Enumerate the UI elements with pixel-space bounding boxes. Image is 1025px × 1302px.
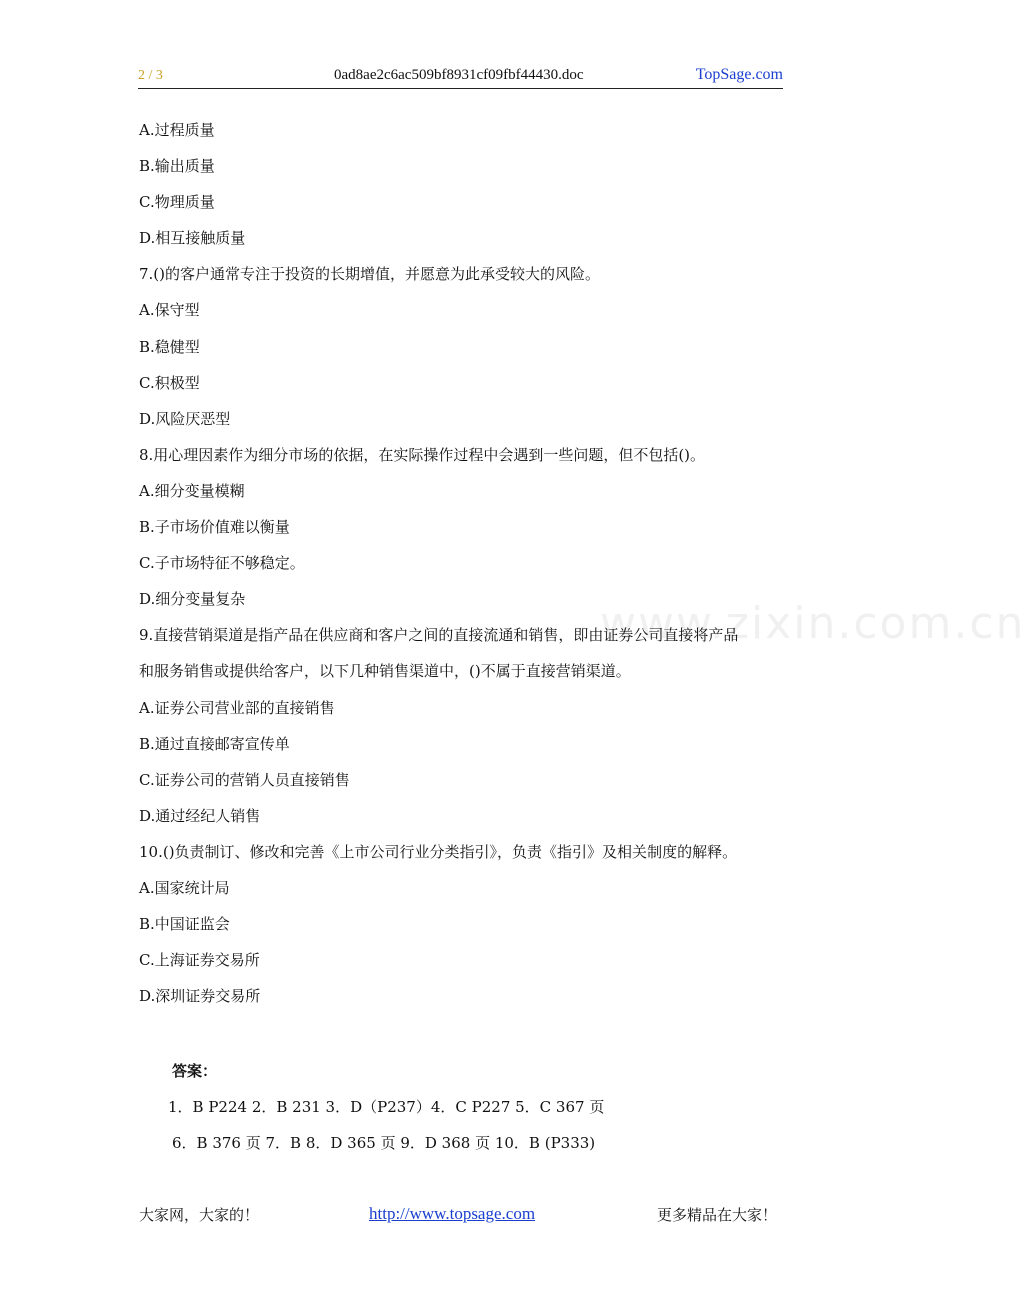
footer-link[interactable]: http://www.topsage.com <box>369 1204 536 1223</box>
watermark: www.zixin.com.cn <box>600 598 1025 649</box>
option-line: C.物理质量 <box>139 193 215 212</box>
answers-title: 答案： <box>172 1062 218 1080</box>
question-8: 8.用心理因素作为细分市场的依据，在实际操作过程中会遇到一些问题，但不包括()。 <box>139 445 706 464</box>
question-7: 7.()的客户通常专注于投资的长期增值，并愿意为此承受较大的风险。 <box>139 265 601 284</box>
option-line: B.输出质量 <box>139 157 215 176</box>
option-line: D.风险厌恶型 <box>139 409 231 428</box>
footer-slogan: 大家网，大家的！ <box>139 1206 260 1224</box>
option-line: D.深圳证券交易所 <box>139 987 261 1006</box>
option-line: D.相互接触质量 <box>139 229 246 248</box>
question-10: 10.()负责制订、修改和完善《上市公司行业分类指引》，负责《指引》及相关制度的解释。 <box>139 842 738 861</box>
option-line: A.国家统计局 <box>139 878 230 897</box>
option-line: B.稳健型 <box>139 337 200 356</box>
option-line: A.保守型 <box>139 301 200 320</box>
option-line: A.细分变量模糊 <box>139 481 245 500</box>
question-9-continued: 和服务销售或提供给客户，以下几种销售渠道中，()不属于直接营销渠道。 <box>139 662 631 681</box>
page-header <box>138 64 783 89</box>
option-line: A.过程质量 <box>139 121 215 139</box>
page-indicator: 2 / 3 <box>138 68 163 83</box>
footer-promo: 更多精品在大家！ <box>657 1206 778 1224</box>
option-line: C.积极型 <box>139 373 200 392</box>
document-name: 0ad8ae2c6ac509bf8931cf09fbf44430.doc <box>334 67 584 83</box>
option-line: D.细分变量复杂 <box>139 590 246 609</box>
site-link[interactable]: TopSage.com <box>695 66 783 83</box>
option-line: D.通过经纪人销售 <box>139 806 261 825</box>
option-line: C.上海证券交易所 <box>139 951 260 970</box>
question-body <box>139 118 784 1020</box>
answers-line-1: 1．B P224 2．B 231 3．D（P237）4．C P227 5．C 367 页 <box>168 1098 605 1116</box>
option-line: A.证券公司营业部的直接销售 <box>139 698 335 717</box>
question-9: 9.直接营销渠道是指产品在供应商和客户之间的直接流通和销售，即由证券公司直接将产品 <box>139 626 739 645</box>
answers-line-2: 6．B 376 页 7．B 8．D 365 页 9．D 368 页 10．B (P333) <box>172 1134 596 1152</box>
option-line: B.通过直接邮寄宣传单 <box>139 734 290 753</box>
option-line: B.子市场价值难以衡量 <box>139 518 290 537</box>
option-line: B.中国证监会 <box>139 915 230 934</box>
option-line: C.证券公司的营销人员直接销售 <box>139 770 350 789</box>
option-line: C.子市场特征不够稳定。 <box>139 554 305 573</box>
page-footer <box>0 1204 920 1228</box>
